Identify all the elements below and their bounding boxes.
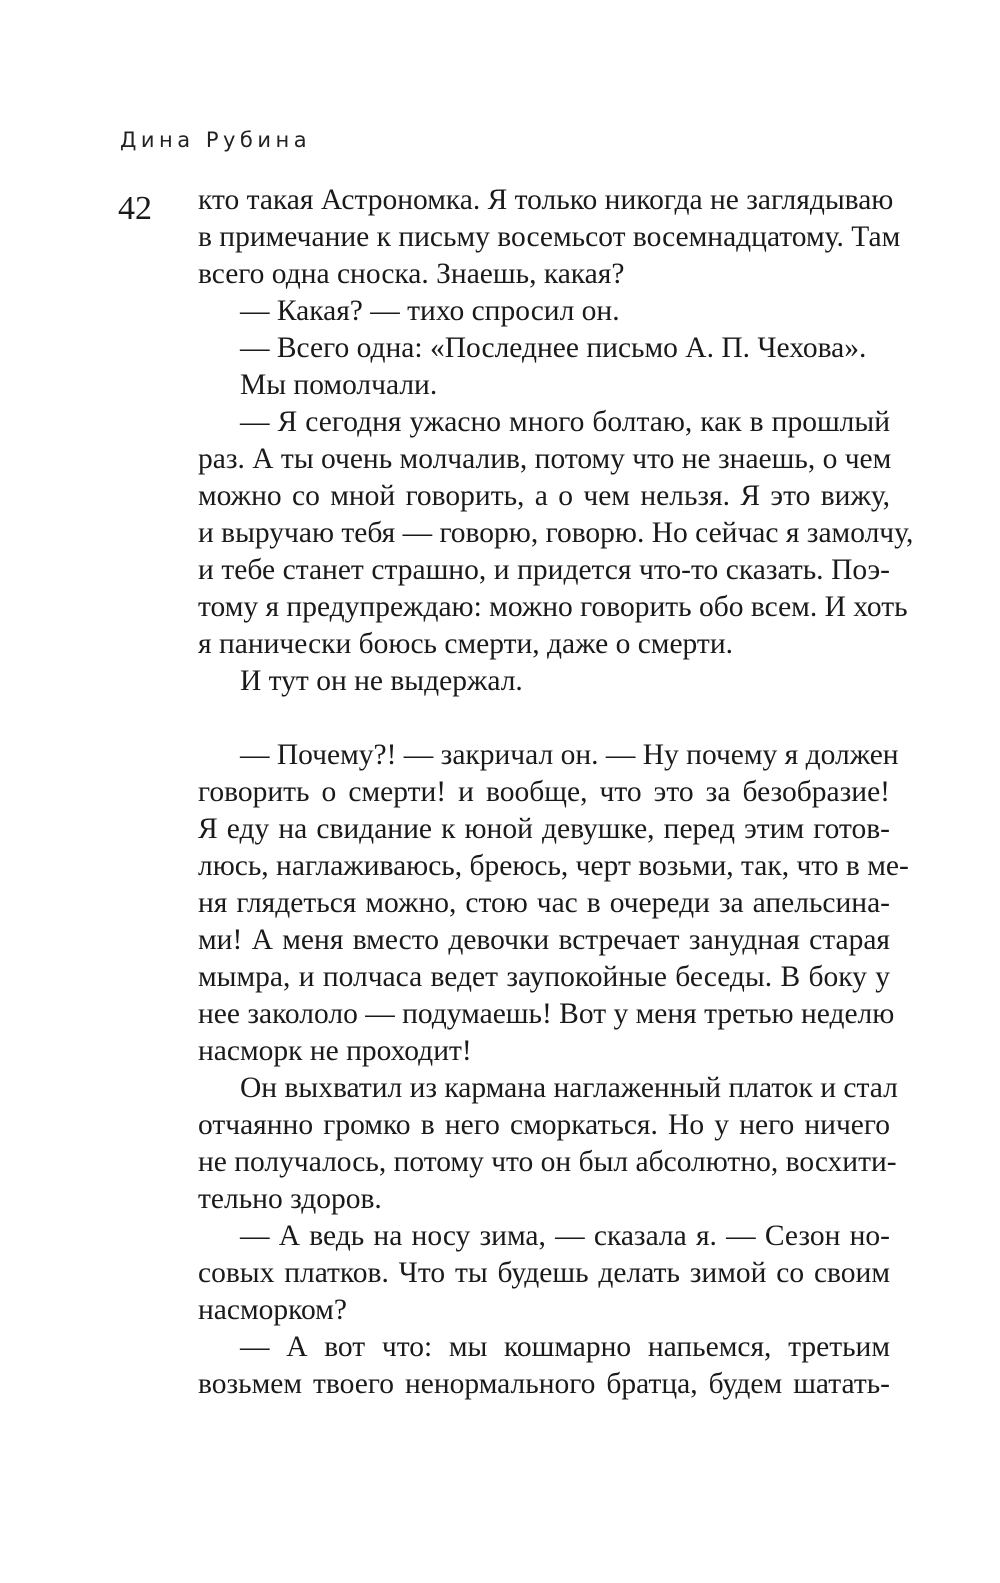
text-line: — А вот что: мы кошмарно напьемся, третьим [240, 1331, 890, 1363]
text-line: всего одна сноска. Знаешь, какая? [198, 258, 625, 290]
text-line: — Почему?! — закричал он. — Ну почему я должен [240, 739, 899, 771]
text-line: я панически боюсь смерти, даже о смерти. [198, 628, 733, 660]
text-line: Я еду на свидание к юной девушке, перед этим готов- [198, 813, 890, 845]
text-line: Он выхватил из кармана наглаженный платок и стал [240, 1072, 898, 1104]
text-line: и тебе станет страшно, и придется что-то сказать. Поэ- [198, 554, 890, 586]
text-line: возьмем твоего ненормального братца, будем шатать- [198, 1368, 890, 1400]
text-line: не получалось, потому что он был абсолютно, восхити- [198, 1146, 897, 1178]
text-line: можно со мной говорить, а о чем нельзя. Я это вижу, [198, 480, 890, 512]
text-line: насморк не проходит! [198, 1035, 472, 1067]
text-line: — А ведь на носу зима, — сказала я. — Сезон но- [240, 1220, 890, 1252]
text-line: говорить о смерти! и вообще, что это за безобразие! [198, 776, 890, 808]
text-line: совых платков. Что ты будешь делать зимой со своим [198, 1257, 890, 1289]
text-line: насморком? [198, 1294, 347, 1326]
text-line: ми! А меня вместо девочки встречает занудная старая [198, 924, 890, 956]
text-line: люсь, наглаживаюсь, бреюсь, черт возьми, так, что в ме- [198, 850, 909, 882]
text-line: — Всего одна: «Последнее письмо А. П. Чехова». [240, 332, 867, 364]
text-line: — Я сегодня ужасно много болтаю, как в прошлый [240, 406, 890, 438]
text-line: кто такая Астрономка. Я только никогда не заглядываю [198, 184, 894, 216]
text-line: ня глядеться можно, стою час в очереди за апельсина- [198, 887, 890, 919]
text-line: И тут он не выдержал. [240, 665, 523, 697]
text-line: раз. А ты очень молчалив, потому что не знаешь, о чем [198, 443, 892, 475]
text-line: мымра, и полчаса ведет заупокойные беседы. В боку у [198, 961, 890, 993]
text-line: и выручаю тебя — говорю, говорю. Но сейчас я замолчу, [198, 517, 914, 549]
running-head: Дина Рубина [120, 128, 312, 152]
text-line: Мы помолчали. [240, 369, 438, 401]
body-text [198, 182, 914, 1403]
paragraph-gap [198, 700, 890, 737]
text-line: тому я предупреждаю: можно говорить обо всем. И хоть [198, 591, 908, 623]
text-line: — Какая? — тихо спросил он. [240, 295, 620, 327]
text-line: тельно здоров. [198, 1183, 382, 1215]
page-number: 42 [118, 190, 152, 227]
text-line: нее закололо — подумаешь! Вот у меня третью неделю [198, 998, 895, 1030]
text-line: в примечание к письму восемьсот восемнадцатому. Там [198, 221, 901, 253]
text-line: отчаянно громко в него сморкаться. Но у него ничего [198, 1109, 890, 1141]
